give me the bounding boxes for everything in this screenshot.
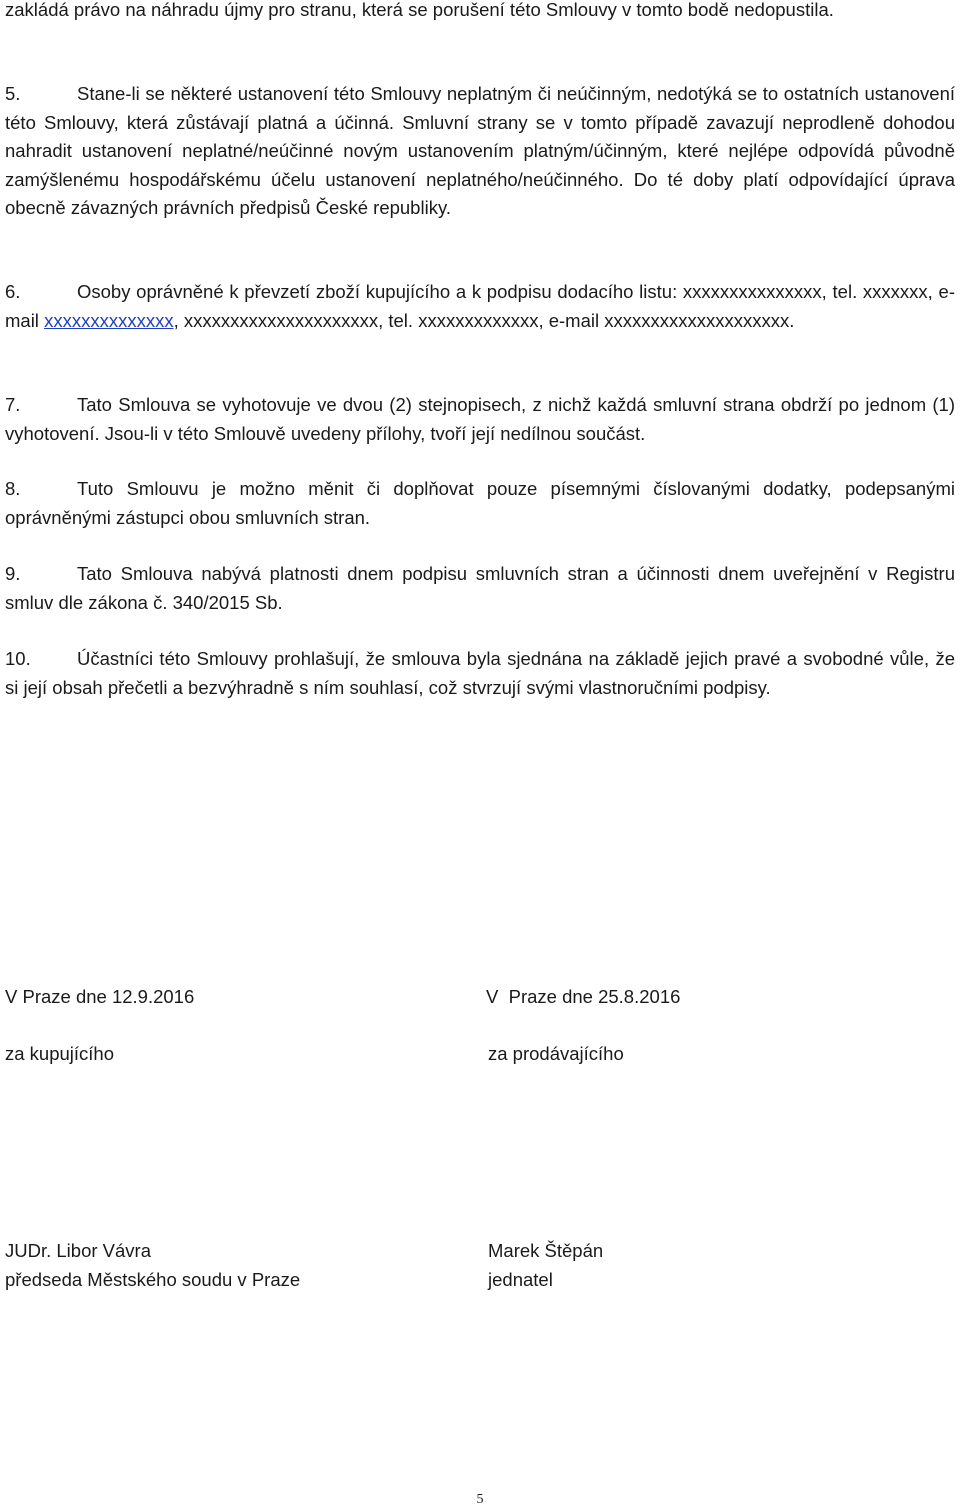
clause-7-number: 7. — [5, 394, 21, 415]
clause-5-text: Stane-li se některé ustanovení této Smlouvy neplatným či neúčinným, nedotýká se to ostatních ustanovení této Smlouvy, která zůstávají platná a účinná. Smluvní strany se v tomto případě zavazují neprodleně dohodou nahradit ustanovení neplatné/neúčinné novým ustanovením platným/účinným, které nejlépe odpovídá původně zamýšlenému hospodářskému účelu ustanovení neplatného/neúčinného. Do té doby platí odpovídající úprava obecně závazných právních předpisů České republiky. — [5, 83, 955, 218]
page-number: 5 — [476, 1492, 484, 1507]
clause-5-number: 5. — [5, 83, 21, 104]
buyer-signatory-role: předseda Městského soudu v Praze — [5, 1269, 301, 1290]
clause-6-text-b: , xxxxxxxxxxxxxxxxxxxxx, tel. xxxxxxxxxxxxx, e-mail xxxxxxxxxxxxxxxxxxxx. — [173, 309, 795, 331]
clause-6-text-a: Osoby oprávněné k převzetí zboží kupujícího a k podpisu dodacího listu: xxxxxxxxxxxxxxx, tel. xxxxxxx, e-mail — [5, 281, 955, 331]
intro-text: zakládá právo na náhradu újmy pro stranu, která se porušení této Smlouvy v tomto bodě nedopustila. — [5, 0, 834, 20]
clause-5 — [5, 80, 955, 223]
clause-8-number: 8. — [5, 478, 21, 499]
email-link[interactable]: xxxxxxxxxxxxxx — [44, 309, 174, 331]
seller-signatory-role: jednatel — [488, 1269, 553, 1290]
clause-7-text: Tato Smlouva se vyhotovuje ve dvou (2) stejnopisech, z nichž každá smluvní strana obdrží po jednom (1) vyhotovení. Jsou-li v této Smlouvě uvedeny přílohy, tvoří její nedílnou součást. — [5, 394, 955, 444]
buyer-place-date: V Praze dne 12.9.2016 — [5, 986, 195, 1007]
clause-9-text: Tato Smlouva nabývá platnosti dnem podpisu smluvních stran a účinnosti dnem uveřejnění v Registru smluv dle zákona č. 340/2015 Sb. — [5, 563, 955, 613]
clause-6-number: 6. — [5, 281, 21, 302]
clause-8-text: Tuto Smlouvu je možno měnit či doplňovat pouze písemnými číslovanými dodatky, podepsanými oprávněnými zástupci obou smluvních stran. — [5, 478, 955, 528]
clause-10-number: 10. — [5, 648, 31, 669]
seller-place-date: V Praze dne 25.8.2016 — [486, 986, 681, 1007]
clause-6 — [5, 278, 955, 335]
intro-paragraph — [5, 0, 955, 25]
clause-7 — [5, 391, 955, 448]
buyer-signatory-name: JUDr. Libor Vávra — [5, 1240, 151, 1261]
clause-8 — [5, 475, 955, 532]
clause-10-text: Účastníci této Smlouvy prohlašují, že smlouva byla sjednána na základě jejich pravé a svobodné vůle, že si její obsah přečetli a bezvýhradně s ním souhlasí, což stvrzují svými vlastnoručními podpisy. — [5, 648, 955, 698]
buyer-party-label: za kupujícího — [5, 1043, 115, 1064]
seller-signatory-name: Marek Štěpán — [488, 1240, 604, 1261]
clause-10 — [5, 645, 955, 702]
seller-party-label: za prodávajícího — [488, 1043, 624, 1064]
clause-9-number: 9. — [5, 563, 21, 584]
clause-9 — [5, 560, 955, 617]
